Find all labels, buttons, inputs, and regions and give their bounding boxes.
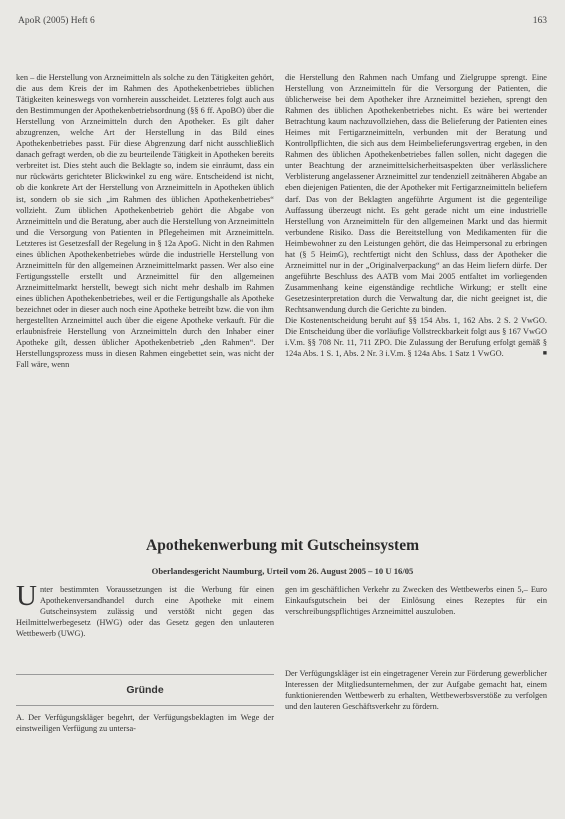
headnote-paragraph [16, 580, 274, 639]
body-paragraph: Der Verfügungskläger ist ein eingetragener Verein zur Förderung gewerblicher Interessen der Mitgliedsunternehmen, der zur Aufgabe gemacht hat, einem funktionierenden Wettbewerb zu erhalten, Wettbewerbsverstöße zu verfolgen und den lauteren Geschäftsverkehr zu fördern. [285, 669, 547, 712]
body-paragraph: ken – die Herstellung von Arzneimitteln als solche zu den Tätigkeiten gehört, die aus dem Kreis der im Rahmen des Apothekenbetriebes üblichen Tätigkeiten keineswegs von vornherein ausscheidet. Letzteres folgt auch aus den Bestimmungen der Apothekenbetriebsordnung (§§ 6 ff. ApoBO) über die Herstellung von Arzneimitteln durch den Apotheker. Es gilt daher abzugrenzen, welche Art der Herstellung in das Bild eines Apothekenbetriebes passt. Für diese Abgrenzung darf nicht ausschließlich danach gefragt werden, ob die zu beurteilende Tätigkeit in Apotheken bereits verbreitet ist. Dies steht auch die Beklagte so, indem sie einräumt, dass ein nur rückwärts gerichteter Blickwinkel zu eng wäre. Entscheidend ist nicht, ob die konkrete Art der Herstellung von Arzneimitteln in Apotheken üblich ist, sondern ob sie sich „im Rahmen des üblichen Apothekenbetriebes“ vollzieht. Zum üblichen Apothekenbetrieb gehört die Abgabe von Arzneimitteln und die Beratung, aber auch die Herstellung von Arzneimitteln und die Versorgung von Patienten in Pflegeheimen mit Arzneimitteln. Letzteres ist Gesetzesfall der Regelung in § 12a ApoG. Nicht in den Rahmen eines üblichen Apothekenbetriebes würde die industrielle Herstellung von Arzneimitteln für den allgemeinen Arzneimittelmarkt passen. Wer also eine Fertigungsstelle erstellt und Arzneimittel für den allgemeinen Arzneimittelmarkt herstellt, bewegt sich nicht mehr deshalb im Rahmen eines üblichen Apothekenbetriebes, weil er die Fertigungshalle als Apotheke bezeichnet oder in dieser auch noch eine Apotheke betreibt bzw. die von ihm hergestellten Arzneimittel auch über die eigene Apotheke verkauft. Für die erlaubnisfreie Herstellung von Arzneimitteln durch den Inhaber einer Apotheke gilt, dessen üblicher Apothekenbetrieb „den Rahmen“. Der Herstellungsprozess muss in diesen Rahmen eingebettet sein, was nicht der Fall wäre, wenn [16, 73, 274, 370]
left-column-top [16, 72, 274, 370]
article-court-citation: Oberlandesgericht Naumburg, Urteil vom 26. August 2005 – 10 U 16/05 [151, 566, 414, 576]
journal-citation: ApoR (2005) Heft 6 [18, 16, 95, 26]
body-paragraph-costs [285, 315, 547, 359]
article-end-mark: ■ [542, 349, 547, 358]
page-number: 163 [532, 16, 547, 26]
right-column-top [285, 72, 547, 359]
costs-text: Die Kostenentscheidung beruht auf §§ 154 Abs. 1, 162 Abs. 2 S. 2 VwGO. Die Entscheidung über die vorläufige Vollstreckbarkeit folgt aus § 167 VwGO i.V.m. §§ 708 Nr. 11, 711 ZPO. Die Zulassung der Berufung erfolgt gemäß § 124a Abs. 1 S. 1, Abs. 2 Nr. 3 i.V.m. § 124a Abs. 1 Satz 1 VwGO. [285, 316, 547, 359]
right-column-bottom [285, 584, 547, 617]
running-header [18, 14, 547, 28]
body-paragraph: die Herstellung den Rahmen nach Umfang und Zielgruppe sprengt. Eine Herstellung von Arzneimitteln für die Versorgung der Patienten, die üblicherweise bei dem Apotheker ihre Arzneimittel beziehen, sprengt den Rahmen des üblichen Apothekenbetriebes nicht. Es wäre bei wertender Betrachtung kaum nachzuvollziehen, dass die Belieferung der Patienten eines Heimes mit Fertigarzneimitteln, verbunden mit der Beratung und Kontrollpflichten, die sich aus dem Heimbelieferungsvertrag ergeben, in den Rahmen des üblichen Apothekenbetriebes fallen sollen, nicht dagegen die unter Beachtung der arzneimittelsicherheitsaspekten über verlässlichere Verblisterung angelassener Arzneimittel zur tendenziell zeitnäheren Abgabe an eben diejenigen Patienten, die der Apotheker mit Fertigarzneimitteln beliefern darf. Das von der Beklagten angeführte Argument ist die gegenteilige Auffassung überzeugt nicht. Es geht gerade nicht um eine industrielle Herstellung von Arzneimitteln für den allgemeinen Markt und das hiermit verbundene Risiko. Dass die Bereitstellung von Medikamenten für die Heimbewohner zu den Leistungen gehört, die das Heimpersonal zu erbringen hat (§ 5 HeimG), rechtfertigt nicht den Schluss, dass der Apotheker die Arzneimittel nur in der „Originalverpackung“ an das Heim liefern dürfe. Der angeführte Beschluss des AATB vom Mai 2005 entfaltet im vorliegenden Zusammenhang keine eigenständige rechtliche Wirkung; er stellt eine Gesetzesinterpretation durch die Verwaltung dar, die nicht geeignet ist, die Rechtsanwendung durch die Gerichte zu binden. [285, 73, 547, 314]
article-title: Apothekenwerbung mit Gutscheinsystem [146, 537, 419, 554]
headnote-column [16, 580, 274, 639]
body-paragraph: gen im geschäftlichen Verkehr zu Zwecken des Wettbewerbs einen 5,– Euro Einkaufsgutschein bei der Einlösung eines Rezeptes für ein verschreibungspflichtiges Arzneimittel auszuloben. [285, 585, 547, 617]
left-column-final [16, 712, 274, 734]
drop-cap: U [16, 580, 37, 612]
right-column-final [285, 668, 547, 712]
headnote-text: nter bestimmten Voraussetzungen ist die Werbung für einen Apothekenversandhandel durch eine Apotheke mit einem Gutscheinsystem zulässig und verstößt nicht gegen das Heilmittelwerbegesetz (HWG) oder das Gesetz gegen den unlauteren Wettbewerb (UWG). [16, 585, 274, 639]
section-heading-gruende: Gründe [16, 674, 274, 706]
body-paragraph: A. Der Verfügungskläger begehrt, der Verfügungsbeklagten im Wege der einstweiligen Verfügung zu untersa- [16, 713, 274, 734]
